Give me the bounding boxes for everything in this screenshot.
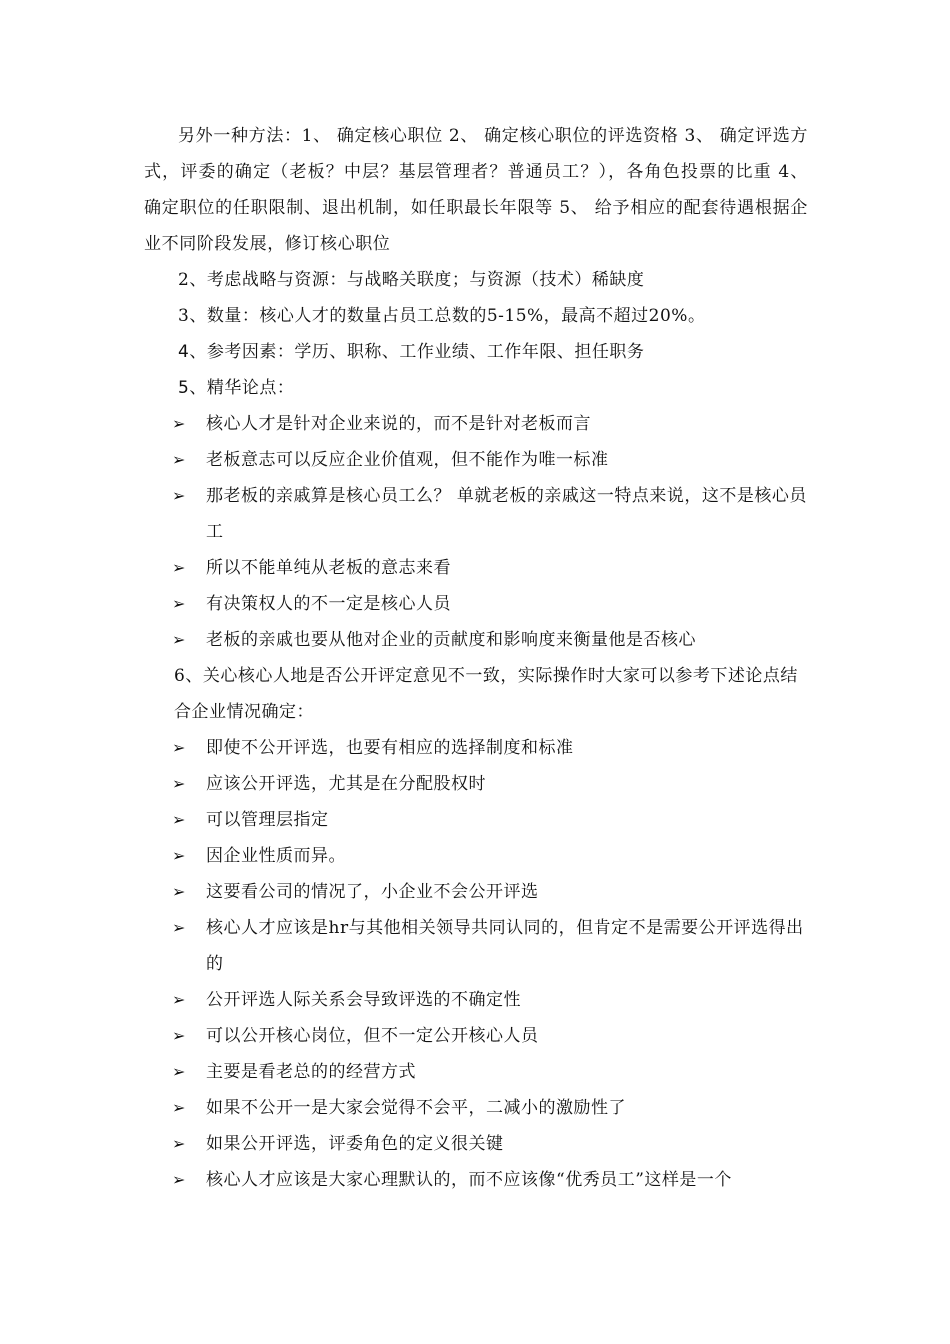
list-item [144,1126,808,1162]
list-item-text: 应该公开评选，尤其是在分配股权时 [206,774,486,794]
list-item [144,838,808,874]
list-item-text: 这要看公司的情况了，小企业不会公开评选 [206,882,539,902]
list-item-text: 核心人才应该是hr与其他相关领导共同认同的，但肯定不是需要公开评选得出的 [206,918,804,974]
list-item [144,550,808,586]
list-item [144,1090,808,1126]
list-item [144,802,808,838]
intro-paragraph: 另外一种方法：1、 确定核心职位 2、 确定核心职位的评选资格 3、 确定评选方式，评委的确定（老板？中层？基层管理者？普通员工？），各角色投票的比重 4、 确定职位的任职限制、退出机制，如任职最长年限等 5、 给予相应的配套待遇根据企业不同阶段发展，修订核心职位 [144,126,808,254]
key-points-list [144,406,808,658]
list-item-text: 所以不能单纯从老板的意志来看 [206,558,451,578]
list-item [144,1162,808,1198]
item-6: 6、关心核心人地是否公开评定意见不一致，实际操作时大家可以参考下述论点结合企业情况确定： [174,666,798,722]
arrow-bullet-icon: ➢ [172,1098,186,1117]
list-item [144,766,808,802]
list-item [144,406,808,442]
list-item-text: 公开评选人际关系会导致评选的不确定性 [206,990,521,1010]
list-item-text: 可以公开核心岗位，但不一定公开核心人员 [206,1026,539,1046]
arrow-bullet-icon: ➢ [172,558,186,577]
arrow-bullet-icon: ➢ [172,1062,186,1081]
list-item-text: 如果公开评选，评委角色的定义很关键 [206,1134,504,1154]
list-item [144,982,808,1018]
list-item-text: 有决策权人的不一定是核心人员 [206,594,451,614]
evaluation-points-list [144,730,808,1198]
arrow-bullet-icon: ➢ [172,846,186,865]
list-item [144,622,808,658]
arrow-bullet-icon: ➢ [172,486,186,505]
list-item-text: 主要是看老总的的经营方式 [206,1062,416,1082]
item-4: 4、参考因素：学历、职称、工作业绩、工作年限、担任职务 [178,342,645,362]
item-3: 3、数量：核心人才的数量占员工总数的5-15%，最高不超过20%。 [178,306,706,326]
list-item-text: 即使不公开评选，也要有相应的选择制度和标准 [206,738,574,758]
arrow-bullet-icon: ➢ [172,450,186,469]
list-item [144,1018,808,1054]
list-item [144,1054,808,1090]
arrow-bullet-icon: ➢ [172,990,186,1009]
item-2: 2、考虑战略与资源：与战略关联度；与资源（技术）稀缺度 [178,270,645,290]
list-item [144,874,808,910]
list-item [144,910,808,982]
arrow-bullet-icon: ➢ [172,810,186,829]
arrow-bullet-icon: ➢ [172,774,186,793]
list-item-text: 核心人才应该是大家心理默认的，而不应该像“优秀员工”这样是一个 [206,1170,732,1190]
list-item-text: 如果不公开一是大家会觉得不会平，二减小的激励性了 [206,1098,626,1118]
arrow-bullet-icon: ➢ [172,882,186,901]
list-item-text: 老板的亲戚也要从他对企业的贡献度和影响度来衡量他是否核心 [206,630,696,650]
arrow-bullet-icon: ➢ [172,738,186,757]
arrow-bullet-icon: ➢ [172,630,186,649]
list-item-text: 那老板的亲戚算是核心员工么？ 单就老板的亲戚这一特点来说，这不是核心员工 [206,486,807,542]
list-item-text: 老板意志可以反应企业价值观，但不能作为唯一标准 [206,450,609,470]
arrow-bullet-icon: ➢ [172,1170,186,1189]
arrow-bullet-icon: ➢ [172,1026,186,1045]
list-item [144,442,808,478]
list-item-text: 因企业性质而异。 [206,846,346,866]
list-item-text: 可以管理层指定 [206,810,329,830]
arrow-bullet-icon: ➢ [172,414,186,433]
arrow-bullet-icon: ➢ [172,1134,186,1153]
list-item [144,478,808,550]
list-item [144,730,808,766]
list-item-text: 核心人才是针对企业来说的，而不是针对老板而言 [206,414,591,434]
list-item [144,586,808,622]
item-5: 5、精华论点： [178,378,295,398]
arrow-bullet-icon: ➢ [172,918,186,937]
document-body [144,118,808,1198]
arrow-bullet-icon: ➢ [172,594,186,613]
